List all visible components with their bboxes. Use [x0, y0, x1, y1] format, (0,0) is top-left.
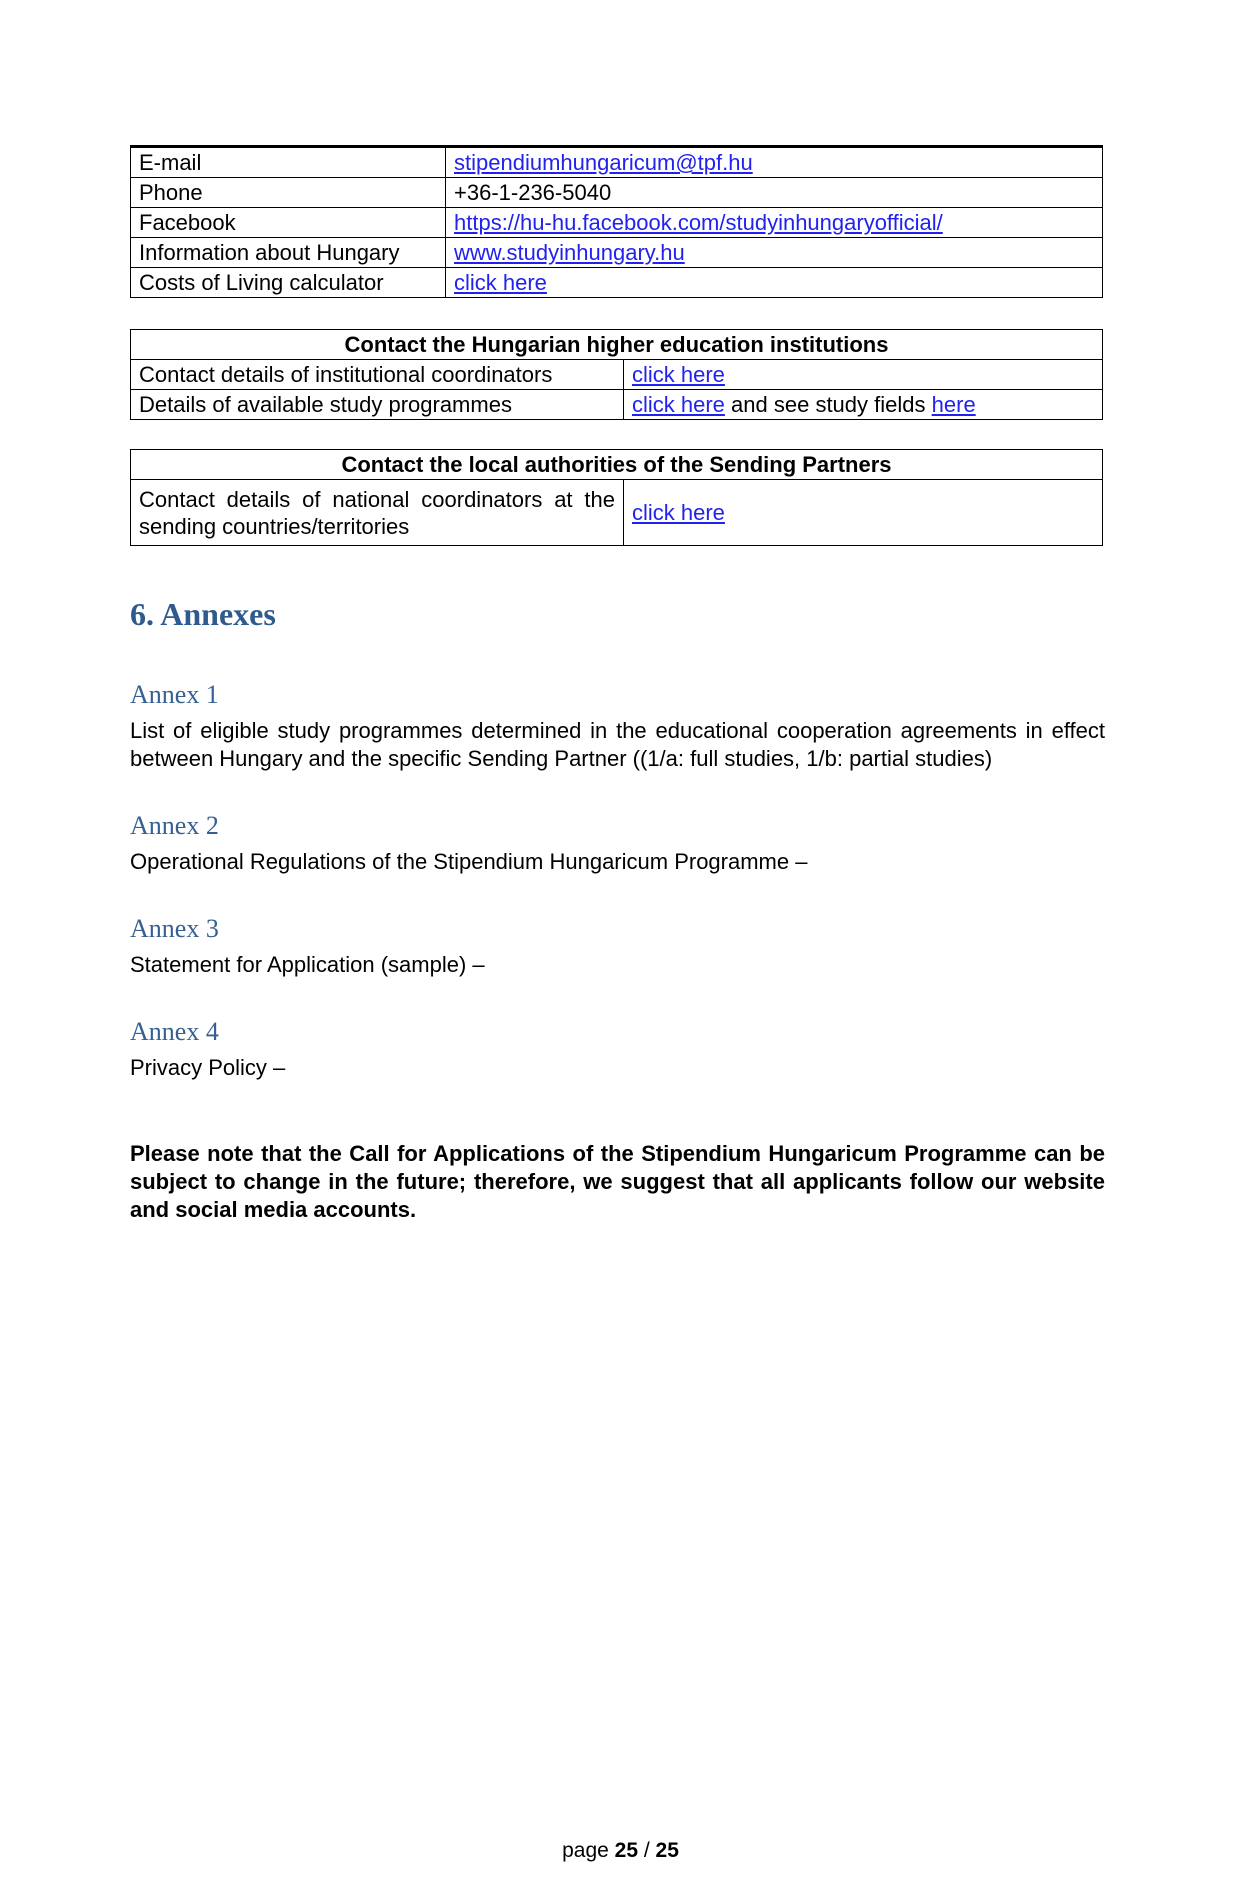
study-programmes-label: Details of available study programmes: [131, 390, 624, 420]
table-header-row: [131, 330, 1103, 360]
contact-label-email: E-mail: [131, 147, 446, 178]
table-header-row: [131, 450, 1103, 480]
study-fields-link[interactable]: here: [931, 392, 976, 417]
contact-label-costs-calculator: Costs of Living calculator: [131, 268, 446, 298]
annex-1-text: List of eligible study programmes determined in the educational cooperation agreements in effect between Hungary and the specific Sending Partner ((1/a: full studies, 1/b: partial studies): [130, 718, 1105, 771]
page-footer: [0, 1838, 1241, 1864]
annex-4-block: [130, 1017, 1105, 1082]
annex-3-title: Annex 3: [130, 914, 219, 943]
annexes-heading: 6. Annexes: [130, 596, 276, 632]
institutional-coordinators-label: Contact details of institutional coordinators: [131, 360, 624, 390]
annex-2-block: [130, 811, 1105, 876]
costs-of-living-link[interactable]: click here: [454, 270, 547, 295]
annex-1-title: Annex 1: [130, 680, 219, 709]
study-programmes-link[interactable]: click here: [632, 392, 725, 417]
national-coordinators-label: Contact details of national coordinators at the sending countries/territories: [131, 480, 624, 546]
contact-label-phone: Phone: [131, 178, 446, 208]
authorities-table: [130, 449, 1103, 546]
study-in-hungary-link[interactable]: www.studyinhungary.hu: [454, 240, 685, 265]
institutions-table-header: Contact the Hungarian higher education institutions: [131, 330, 1103, 360]
contact-label-facebook: Facebook: [131, 208, 446, 238]
annex-4-text: Privacy Policy –: [130, 1055, 286, 1080]
email-link[interactable]: stipendiumhungaricum@tpf.hu: [454, 150, 753, 175]
table-row: [131, 268, 1103, 298]
footer-current-page: 25: [614, 1839, 639, 1862]
footer-total-pages: 25: [655, 1839, 679, 1862]
table-row: [131, 147, 1103, 178]
study-programmes-middle-text: and see study fields: [731, 392, 926, 417]
institutions-table: [130, 329, 1103, 420]
annex-3-text: Statement for Application (sample) –: [130, 952, 485, 977]
annex-2-title: Annex 2: [130, 811, 219, 840]
footer-separator: /: [643, 1839, 650, 1862]
annex-1-block: [130, 680, 1105, 773]
annex-4-title: Annex 4: [130, 1017, 219, 1046]
authorities-table-header: Contact the local authorities of the Sending Partners: [131, 450, 1103, 480]
table-row: [131, 360, 1103, 390]
table-row: [131, 208, 1103, 238]
national-coordinators-link[interactable]: click here: [632, 500, 725, 525]
contact-details-table: [130, 145, 1103, 298]
table-row: [131, 238, 1103, 268]
document-page: [0, 145, 1241, 1899]
contact-label-info-hungary: Information about Hungary: [131, 238, 446, 268]
change-notice-paragraph: Please note that the Call for Applications of the Stipendium Hungaricum Programme can be subject to change in the future; therefore, we suggest that all applicants follow our website and social media accounts.: [130, 1141, 1105, 1222]
footer-page-label: page: [562, 1839, 609, 1862]
institutional-coordinators-link[interactable]: click here: [632, 362, 725, 387]
facebook-link[interactable]: https://hu-hu.facebook.com/studyinhungaryofficial/: [454, 210, 943, 235]
annex-2-text: Operational Regulations of the Stipendium Hungaricum Programme –: [130, 849, 808, 874]
phone-value: +36-1-236-5040: [446, 178, 1103, 208]
table-row: [131, 178, 1103, 208]
annex-3-block: [130, 914, 1105, 979]
table-row: [131, 480, 1103, 546]
table-row: [131, 390, 1103, 420]
